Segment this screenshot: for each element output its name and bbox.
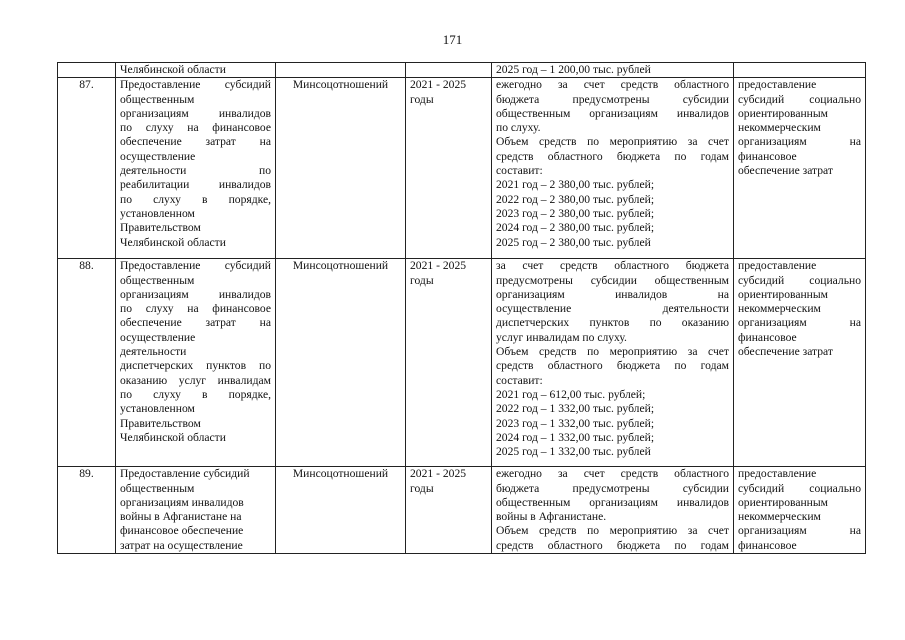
cell-line: бюджета предусмотрены субсидии bbox=[496, 92, 729, 106]
cell-line: 2025 год – 1 332,00 тыс. рублей bbox=[496, 445, 651, 459]
cell-line: общественным bbox=[120, 481, 195, 495]
cell-line: 2025 год – 2 380,00 тыс. рублей bbox=[496, 235, 651, 249]
cell-line: общественным bbox=[120, 92, 195, 106]
cell-line: некоммерческим bbox=[738, 510, 821, 524]
responsible-cell bbox=[276, 259, 406, 467]
table-row bbox=[58, 467, 866, 554]
cell-line: установленном bbox=[120, 402, 195, 416]
cell-line: общественным организациям инвалидов bbox=[496, 495, 729, 509]
cell-line: 2025 год – 1 200,00 тыс. рублей bbox=[496, 63, 651, 76]
table-row bbox=[58, 63, 866, 78]
description-cell bbox=[492, 78, 734, 259]
cell-line: средств областного бюджета по годам bbox=[496, 149, 729, 163]
measure-name-cell bbox=[116, 63, 276, 78]
cell-line: ориентированным bbox=[738, 495, 829, 509]
cell-line: некоммерческим bbox=[738, 302, 821, 316]
description-cell bbox=[492, 63, 734, 78]
term-cell bbox=[406, 259, 492, 467]
cell-line: общественным bbox=[120, 273, 195, 287]
cell-line: 2022 год – 2 380,00 тыс. рублей; bbox=[496, 192, 655, 206]
cell-line: за счет средств областного бюджета bbox=[496, 259, 729, 273]
description-cell bbox=[492, 259, 734, 467]
measure-name-cell bbox=[116, 78, 276, 259]
responsible-executor: Минсоцотношений bbox=[292, 467, 389, 481]
row-number-cell bbox=[58, 259, 116, 467]
cell-line: Объем средств по мероприятию за счет bbox=[496, 135, 729, 149]
cell-line: 2021 год – 612,00 тыс. рублей; bbox=[496, 387, 646, 401]
cell-line: средств областного бюджета по годам bbox=[496, 538, 729, 552]
cell-line: 2023 год – 2 380,00 тыс. рублей; bbox=[496, 206, 655, 220]
cell-line: 2024 год – 2 380,00 тыс. рублей; bbox=[496, 221, 655, 235]
row-number: 87. bbox=[79, 78, 94, 92]
cell-line: организациям инвалидов bbox=[120, 287, 271, 301]
row-number: 89. bbox=[79, 467, 94, 481]
cell-line: субсидий социально bbox=[738, 92, 861, 106]
cell-line: диспетчерских пунктов по оказанию bbox=[496, 316, 729, 330]
cell-line: оказанию услуг инвалидам bbox=[120, 373, 271, 387]
result-cell bbox=[734, 259, 866, 467]
cell-line: деятельности по bbox=[120, 164, 271, 178]
cell-line: организациям инвалидов bbox=[120, 495, 244, 509]
result-cell bbox=[734, 63, 866, 78]
cell-line: финансовое обеспечение bbox=[120, 524, 244, 538]
cell-line: по слуху на финансовое bbox=[120, 121, 271, 135]
measure-name-cell bbox=[116, 259, 276, 467]
term-cell bbox=[406, 78, 492, 259]
table-row bbox=[58, 259, 866, 467]
cell-line: предусмотрены субсидии общественным bbox=[496, 273, 729, 287]
row-number-cell bbox=[58, 78, 116, 259]
cell-line: обеспечение затрат на bbox=[120, 316, 271, 330]
cell-line: по слуху. bbox=[496, 121, 541, 135]
cell-line: Предоставление субсидий bbox=[120, 78, 271, 92]
responsible-executor: Минсоцотношений bbox=[292, 259, 389, 273]
cell-line: Правительством bbox=[120, 416, 201, 430]
cell-line: предоставление bbox=[738, 259, 817, 273]
cell-line: ежегодно за счет средств областного bbox=[496, 78, 729, 92]
cell-line: услуг инвалидам по слуху. bbox=[496, 330, 627, 344]
cell-line: организациям инвалидов на bbox=[496, 287, 729, 301]
cell-line: ориентированным bbox=[738, 106, 829, 120]
cell-line: Правительством bbox=[120, 221, 201, 235]
cell-line: некоммерческим bbox=[738, 121, 821, 135]
cell-line: 2021 год – 2 380,00 тыс. рублей; bbox=[496, 178, 655, 192]
cell-line: обеспечение затрат на bbox=[120, 135, 271, 149]
result-cell bbox=[734, 78, 866, 259]
cell-line: 2024 год – 1 332,00 тыс. рублей; bbox=[496, 430, 655, 444]
result-cell bbox=[734, 467, 866, 554]
cell-line: организациям инвалидов bbox=[120, 106, 271, 120]
responsible-cell bbox=[276, 467, 406, 554]
cell-line: 2023 год – 1 332,00 тыс. рублей; bbox=[496, 416, 655, 430]
term-cell bbox=[406, 63, 492, 78]
cell-line: финансовое bbox=[738, 149, 797, 163]
cell-line: по слуху в порядке, bbox=[120, 387, 271, 401]
cell-line: по слуху на финансовое bbox=[120, 302, 271, 316]
cell-line: Челябинской области bbox=[120, 430, 226, 444]
cell-line: годы bbox=[410, 273, 434, 287]
cell-line: организациям на bbox=[738, 316, 861, 330]
cell-line: затрат на осуществление bbox=[120, 538, 243, 552]
cell-line: по слуху в порядке, bbox=[120, 192, 271, 206]
cell-line: 2021 - 2025 bbox=[410, 78, 467, 92]
cell-line: ежегодно за счет средств областного bbox=[496, 467, 729, 481]
cell-line: Челябинской области bbox=[120, 235, 226, 249]
cell-line: обеспечение затрат bbox=[738, 345, 833, 359]
cell-line: обеспечение затрат bbox=[738, 164, 833, 178]
cell-line: 2021 - 2025 bbox=[410, 259, 467, 273]
cell-line: осуществление деятельности bbox=[496, 302, 729, 316]
cell-line: войны в Афганистане на bbox=[120, 510, 242, 524]
cell-line: составит: bbox=[496, 373, 543, 387]
row-number-cell bbox=[58, 63, 116, 78]
cell-line: Челябинской области bbox=[120, 63, 226, 76]
responsible-cell bbox=[276, 78, 406, 259]
cell-line: реабилитации инвалидов bbox=[120, 178, 271, 192]
cell-line: средств областного бюджета по годам bbox=[496, 359, 729, 373]
cell-line: 2021 - 2025 bbox=[410, 467, 467, 481]
cell-line: организациям на bbox=[738, 135, 861, 149]
row-number-cell bbox=[58, 467, 116, 554]
cell-line: Предоставление субсидий bbox=[120, 467, 250, 481]
cell-line: диспетчерских пунктов по bbox=[120, 359, 271, 373]
term-cell bbox=[406, 467, 492, 554]
row-number: 88. bbox=[79, 259, 94, 273]
cell-line: Объем средств по мероприятию за счет bbox=[496, 345, 729, 359]
cell-line: финансовое bbox=[738, 330, 797, 344]
cell-line: осуществление bbox=[120, 330, 196, 344]
cell-line: войны в Афганистане. bbox=[496, 510, 607, 524]
cell-line: деятельности bbox=[120, 345, 187, 359]
cell-line: осуществление bbox=[120, 149, 196, 163]
cell-line: предоставление bbox=[738, 78, 817, 92]
description-cell bbox=[492, 467, 734, 554]
cell-line: субсидий социально bbox=[738, 273, 861, 287]
cell-line: 2022 год – 1 332,00 тыс. рублей; bbox=[496, 402, 655, 416]
cell-line: составит: bbox=[496, 164, 543, 178]
cell-line: установленном bbox=[120, 206, 195, 220]
cell-line: годы bbox=[410, 481, 434, 495]
cell-line: организациям на bbox=[738, 524, 861, 538]
responsible-cell bbox=[276, 63, 406, 78]
cell-line: бюджета предусмотрены субсидии bbox=[496, 481, 729, 495]
responsible-executor: Минсоцотношений bbox=[292, 78, 389, 92]
table-row bbox=[58, 78, 866, 259]
cell-line: Предоставление субсидий bbox=[120, 259, 271, 273]
cell-line: ориентированным bbox=[738, 287, 829, 301]
cell-line: субсидий социально bbox=[738, 481, 861, 495]
cell-line: Объем средств по мероприятию за счет bbox=[496, 524, 729, 538]
cell-line: предоставление bbox=[738, 467, 817, 481]
measures-table bbox=[57, 62, 866, 554]
page-number: 171 bbox=[442, 32, 463, 47]
cell-line: финансовое bbox=[738, 538, 797, 552]
measure-name-cell bbox=[116, 467, 276, 554]
cell-line: общественным организациям инвалидов bbox=[496, 106, 729, 120]
cell-line: годы bbox=[410, 92, 434, 106]
